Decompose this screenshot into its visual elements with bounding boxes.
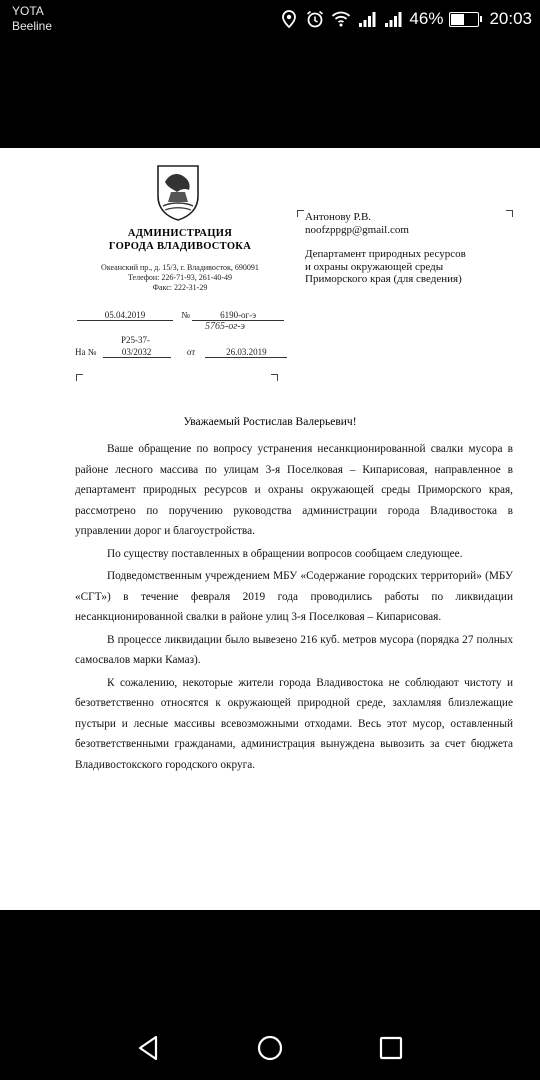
ref-number-line-2: 03/2032	[103, 347, 171, 358]
organization-name	[100, 227, 260, 253]
copy-recipient-line: Приморского края (для сведения)	[305, 273, 462, 285]
address-line: Океанский пр., д. 15/3, г. Владивосток, 690091	[101, 263, 259, 272]
recents-icon[interactable]	[376, 1033, 406, 1063]
phone-line: Телефон: 226-71-93, 261-40-49	[127, 273, 233, 282]
status-bar	[0, 0, 540, 40]
outgoing-registration	[77, 310, 284, 321]
salutation: Уважаемый Ростислав Валерьевич!	[183, 416, 357, 428]
paragraph: К сожалению, некоторые жители города Владивостока не соблюдают чистоту и безответственно относятся к окружающей природной среде, захламляя близлежащие пустыри и лесные массивы всевозможными отходами. Весь этот мусор, оставленный безответственными гражданами, администрация вынуждена вывозить за счет бюджета Владивостокского городского округа.	[75, 676, 513, 771]
carrier-primary: YOTA	[12, 4, 44, 18]
ref-from: от	[186, 347, 196, 357]
corner-mark	[271, 374, 278, 381]
paragraph: По существу поставленных в обращении вопросов сообщаем следующее.	[107, 547, 463, 560]
back-icon[interactable]	[134, 1033, 164, 1063]
letter-body	[75, 439, 513, 777]
number-sign: №	[181, 310, 190, 320]
carrier-secondary: Beeline	[12, 19, 53, 33]
recipient-block	[305, 211, 466, 286]
coat-of-arms-icon	[155, 162, 201, 222]
ref-date: 26.03.2019	[205, 347, 287, 358]
copy-recipient-line: Департамент природных ресурсов	[305, 248, 466, 260]
ref-number-line-1: Р25-37-	[121, 335, 150, 345]
corner-mark	[297, 210, 304, 217]
ref-label: На №	[75, 347, 97, 357]
signal-icon	[357, 9, 377, 29]
recipient-email: noofzppgp@gmail.com	[305, 223, 409, 236]
fax-line: Факс: 222-31-29	[152, 283, 208, 292]
battery-fill	[451, 14, 464, 25]
recipient-name: Антонову Р.В.	[305, 211, 372, 223]
org-line-2: ГОРОДА ВЛАДИВОСТОКА	[108, 241, 252, 252]
handwritten-number: 5765-ог-э	[205, 321, 245, 332]
home-icon[interactable]	[255, 1033, 285, 1063]
location-icon	[279, 9, 299, 29]
organization-address	[60, 263, 300, 293]
battery-icon	[449, 12, 479, 27]
org-line-1: АДМИНИСТРАЦИЯ	[127, 228, 233, 239]
navigation-bar	[0, 1018, 540, 1080]
copy-recipient-line: и охраны окружающей среды	[305, 260, 444, 273]
corner-mark	[506, 210, 513, 217]
reference-registration	[75, 347, 287, 358]
paragraph: Ваше обращение по вопросу устранения несанкционированной свалки мусора в районе лесного массива по улицам 3-я Поселковая – Кипарисовая, направленное в департамент природных ресурсов и охраны окружающей среды Приморского края, рассмотрено по поручению руководства администрации города Владивостока в управлении дорог и благоустройства.	[75, 443, 513, 537]
clock: 20:03	[489, 9, 532, 28]
battery-percent: 46%	[409, 9, 444, 28]
paragraph: Подведомственным учреждением МБУ «Содержание городских территорий» (МБУ «СГТ») в течение февраля 2019 года проводились работы по ликвидации несанкционированной свалки в районе улиц 3-я Поселковая – Кипарисовая.	[75, 570, 513, 623]
signal-icon	[383, 9, 403, 29]
outgoing-date: 05.04.2019	[77, 310, 173, 321]
corner-mark	[76, 374, 83, 381]
outgoing-number: 6190-ог-э	[192, 310, 284, 321]
wifi-icon	[331, 9, 351, 29]
paragraph: В процессе ликвидации было вывезено 216 куб. метров мусора (порядка 27 полных самосвалов марки Камаз).	[75, 633, 513, 666]
alarm-icon	[305, 9, 325, 29]
